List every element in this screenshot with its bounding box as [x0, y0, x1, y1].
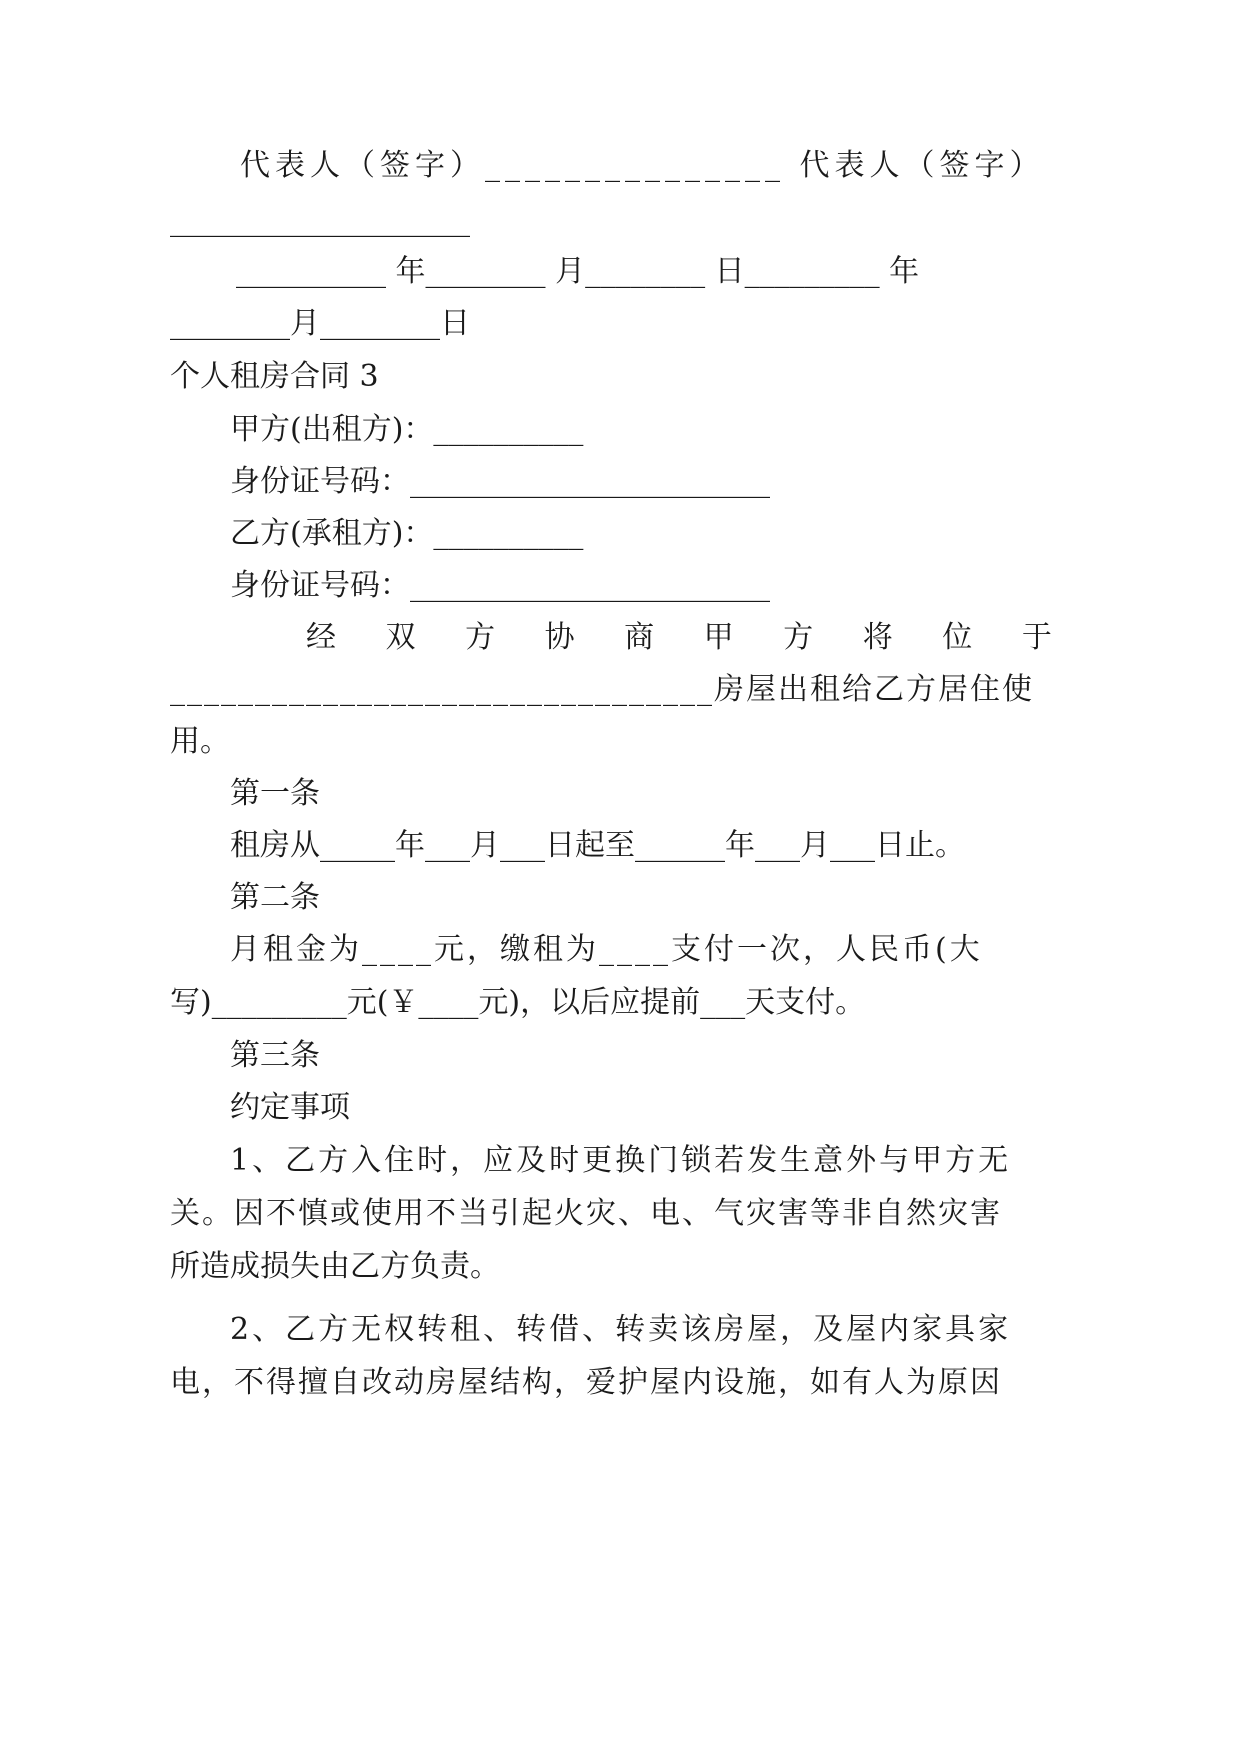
party-b: 乙方(承租方)：__________ — [230, 516, 584, 551]
item-1-line-2: 关。因不慎或使用不当引起火灾、电、气灾害等非自然灾害 — [170, 1196, 1002, 1231]
article-2-line-2: 写)_________元(￥____元)，以后应提前___天支付。 — [170, 985, 866, 1020]
party-b-id: 身份证号码：________________________ — [230, 568, 770, 603]
item-1-line-3: 所造成损失由乙方负责。 — [170, 1249, 500, 1284]
item-1-line-1: 1、乙方入住时，应及时更换门锁若发生意外与甲方无 — [230, 1143, 1012, 1178]
date-line-continued: ________月________日 — [170, 306, 470, 341]
item-2-line-2: 电，不得擅自改动房屋结构，爱护屋内设施，如有人为原因 — [170, 1365, 1002, 1400]
date-line: __________ 年________ 月________ 日_________ 年 — [236, 254, 920, 289]
contract-title: 个人租房合同 3 — [170, 359, 379, 394]
article-3-heading: 第三条 — [230, 1038, 320, 1073]
intro-line-2: ________________________________房屋出租给乙方居住使 — [170, 672, 1034, 707]
party-a: 甲方(出租方)：__________ — [230, 412, 584, 447]
article-2-heading: 第二条 — [230, 880, 320, 915]
article-1-heading: 第一条 — [230, 776, 320, 811]
item-2-line-1: 2、乙方无权转租、转借、转卖该房屋，及屋内家具家 — [230, 1312, 1012, 1347]
article-2-line-1: 月租金为____元，缴租为____支付一次，人民币(大 — [230, 932, 983, 967]
article-3-subheading: 约定事项 — [230, 1090, 350, 1125]
signature-line: 代表人（签字）_______________ 代表人（签字） — [240, 148, 1045, 183]
intro-line-1: 经 双 方 协 商 甲 方 将 位 于 — [306, 620, 1072, 655]
signature-line-continued: ____________________ — [170, 203, 470, 238]
party-a-id: 身份证号码：________________________ — [230, 464, 770, 499]
intro-line-3: 用。 — [170, 724, 230, 759]
article-1-text: 租房从_____年___月___日起至______年___月___日止。 — [230, 828, 965, 863]
